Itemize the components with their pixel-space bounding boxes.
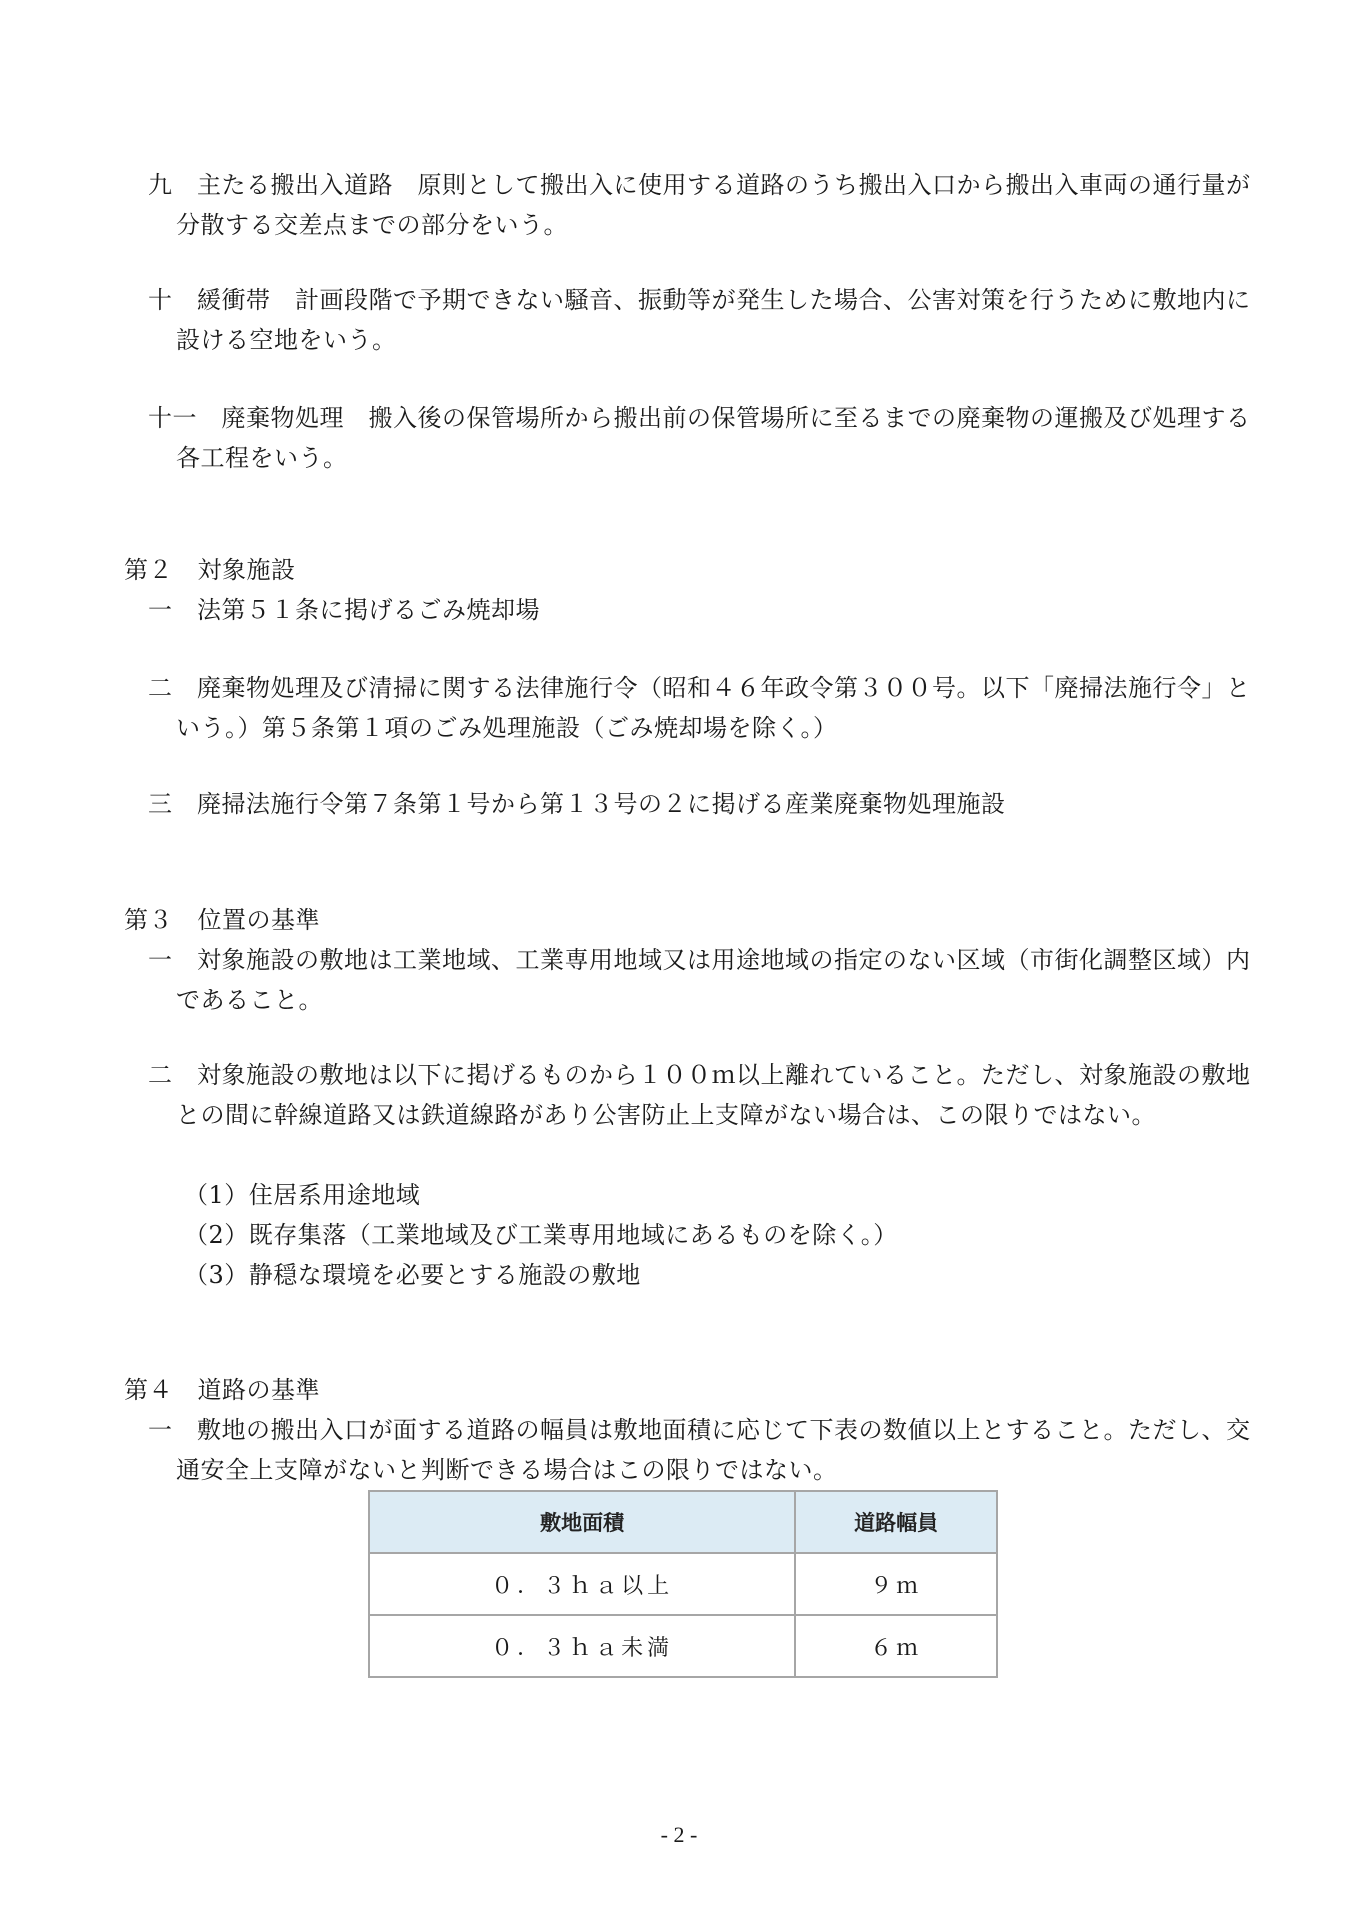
section-2-item-3: 三 廃掃法施行令第７条第１号から第１３号の２に掲げる産業廃棄物処理施設 xyxy=(148,790,1006,818)
section-3-title: 第３ 位置の基準 xyxy=(124,906,320,934)
section-4-title: 第４ 道路の基準 xyxy=(124,1376,320,1404)
road-width-table xyxy=(368,1490,998,1678)
table-row xyxy=(369,1615,997,1677)
table-cell-road-width: ６ｍ xyxy=(795,1615,997,1677)
section-3-sub-item-3: （3）静穏な環境を必要とする施設の敷地 xyxy=(184,1261,641,1289)
section-3-sub-item-1: （1）住居系用途地域 xyxy=(184,1181,421,1209)
table-cell-road-width: ９ｍ xyxy=(795,1553,997,1615)
table-header-row xyxy=(369,1491,997,1553)
section-3-item-2: 二 対象施設の敷地は以下に掲げるものから１００ｍ以上離れていること。ただし、対象施設の敷地との間に幹線道路又は鉄道線路があり公害防止上支障がない場合は、この限りではない。 xyxy=(148,1061,1251,1129)
section-3-item-1: 一 対象施設の敷地は工業地域、工業専用地域又は用途地域の指定のない区域（市街化調整区域）内であること。 xyxy=(148,946,1251,1014)
table-cell-site-area: ０．３ｈａ未満 xyxy=(369,1615,795,1677)
table-cell-site-area: ０．３ｈａ以上 xyxy=(369,1553,795,1615)
definition-item-11: 十一 廃棄物処理 搬入後の保管場所から搬出前の保管場所に至るまでの廃棄物の運搬及び処理する各工程をいう。 xyxy=(148,404,1251,472)
section-2-title: 第２ 対象施設 xyxy=(124,556,296,584)
section-3-sub-item-2: （2）既存集落（工業地域及び工業専用地域にあるものを除く。） xyxy=(184,1221,898,1249)
header-site-area: 敷地面積 xyxy=(369,1491,795,1553)
table-row xyxy=(369,1553,997,1615)
header-road-width: 道路幅員 xyxy=(795,1491,997,1553)
definition-item-9: 九 主たる搬出入道路 原則として搬出入に使用する道路のうち搬出入口から搬出入車両の通行量が分散する交差点までの部分をいう。 xyxy=(148,171,1251,239)
section-2-item-1: 一 法第５１条に掲げるごみ焼却場 xyxy=(148,596,540,624)
section-2-item-2: 二 廃棄物処理及び清掃に関する法律施行令（昭和４６年政令第３００号。以下「廃掃法施行令」という。）第５条第１項のごみ処理施設（ごみ焼却場を除く。） xyxy=(148,674,1251,742)
section-4-item-1: 一 敷地の搬出入口が面する道路の幅員は敷地面積に応じて下表の数値以上とすること。ただし、交通安全上支障がないと判断できる場合はこの限りではない。 xyxy=(148,1416,1251,1484)
page-number: - 2 - xyxy=(660,1822,698,1847)
definition-item-10: 十 緩衝帯 計画段階で予期できない騒音、振動等が発生した場合、公害対策を行うために敷地内に設ける空地をいう。 xyxy=(148,286,1251,354)
road-width-table-wrapper xyxy=(368,1490,998,1678)
